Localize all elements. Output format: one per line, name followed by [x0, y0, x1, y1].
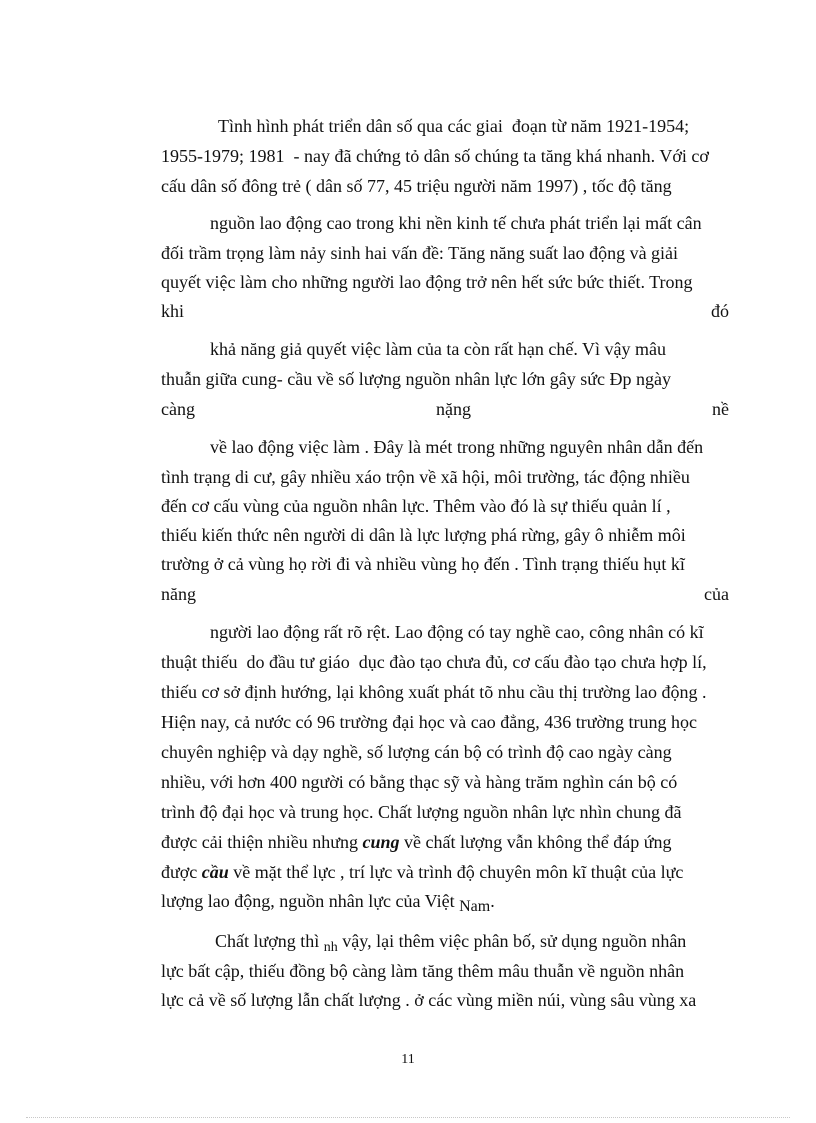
text-line: quyết việc làm cho những người lao động trở nên hết sức bức thiết. Trong [161, 272, 693, 292]
text-line: lực cả về số lượng lẫn chất lượng . ở các vùng miền núi, vùng sâu vùng xa [161, 990, 697, 1010]
text-line: nguồn lao động cao trong khi nền kinh tế chưa phát triển lại mất cân [210, 213, 702, 233]
emphasis-cau: cầu [201, 862, 229, 882]
text-line: thuẫn giữa cung- cầu về số lượng nguồn nhân lực lớn gây sức Đp ngày [161, 369, 671, 389]
text-run: được cải thiện nhiều nhưng [161, 832, 363, 852]
text-run: được [161, 862, 202, 882]
text-line: thuật thiếu do đầu tư giáo dục đào tạo chưa đủ, cơ cấu đào tạo chưa hợp lí, [161, 652, 707, 672]
text-run: lượng lao động, nguồn nhân lực của Việt [161, 891, 460, 911]
word: nề [711, 399, 729, 419]
word: khi [161, 301, 185, 321]
word: năng [161, 584, 196, 604]
text-line: thiếu kiến thức nên người di dân là lực lượng phá rừng, gây ô nhiễm môi [161, 525, 686, 545]
word: của [704, 584, 729, 604]
word: nặng [435, 399, 471, 419]
text-line: nhiều, với hơn 400 người có bằng thạc sỹ và hàng trăm nghìn cán bộ có [161, 772, 678, 792]
text-line: 1955-1979; 1981 - nay đã chứng tỏ dân số chúng ta tăng khá nhanh. Với cơ [161, 146, 709, 166]
text-line: trình độ đại học và trung học. Chất lượng nguồn nhân lực nhìn chung đã [161, 802, 682, 822]
text-line [161, 860, 683, 884]
text-line: người lao động rất rõ rệt. Lao động có tay nghề cao, công nhân có kĩ [210, 622, 704, 642]
text-line: thiếu cơ sở định hướng, lại không xuất phát tõ nhu cầu thị trường lao động . [161, 682, 707, 702]
justified-line [161, 299, 729, 323]
text-run: . [490, 891, 495, 911]
text-line [161, 889, 495, 915]
text-line: cấu dân số đông trẻ ( dân số 77, 45 triệu người năm 1997) , tốc độ tăng [161, 176, 672, 196]
subscript-text: Nam [459, 898, 491, 915]
word: càng [161, 399, 195, 419]
text-run: về mặt thể lực , trí lực và trình độ chuyên môn kĩ thuật của lực [228, 862, 684, 882]
text-line: khả năng giả quyết việc làm của ta còn rất hạn chế. Vì vậy mâu [210, 339, 666, 359]
text-run: về chất lượng vẫn không thể đáp ứng [399, 832, 672, 852]
text-line: Hiện nay, cả nước có 96 trường đại học và cao đẳng, 436 trường trung học [161, 712, 698, 732]
emphasis-cung: cung [362, 832, 400, 852]
justified-line [161, 397, 729, 421]
text-line: về lao động việc làm . Đây là mét trong những nguyên nhân dẫn đến [210, 437, 704, 457]
text-line: lực bất cập, thiếu đồng bộ càng làm tăng thêm mâu thuẫn về nguồn nhân [161, 961, 685, 981]
text-line: Tình hình phát triển dân số qua các giai đoạn từ năm 1921-1954; [218, 116, 690, 136]
word: đó [711, 301, 729, 321]
text-line [215, 929, 686, 956]
text-line [161, 830, 671, 854]
text-line: tình trạng di cư, gây nhiều xáo trộn về xã hội, môi trường, tác động nhiều [161, 467, 690, 487]
text-line: chuyên nghiệp và dạy nghề, số lượng cán bộ có trình độ cao ngày càng [161, 742, 672, 762]
text-line: đối trầm trọng làm nảy sinh hai vấn đề: Tăng năng suất lao động và giải [161, 243, 679, 263]
text-run: Chất lượng thì [215, 931, 324, 951]
text-line: đến cơ cấu vùng của nguồn nhân lực. Thêm vào đó là sự thiếu quản lí , [161, 496, 671, 516]
justified-line [161, 582, 729, 606]
text-run: vậy, lại thêm việc phân bố, sử dụng nguồn nhân [337, 931, 687, 951]
text-line: trường ở cả vùng họ rời đi và nhiều vùng họ đến . Tình trạng thiếu hụt kĩ [161, 554, 685, 574]
footer-divider [26, 1117, 790, 1118]
page-number: 11 [401, 1052, 415, 1067]
subscript-text: nh [323, 940, 338, 955]
